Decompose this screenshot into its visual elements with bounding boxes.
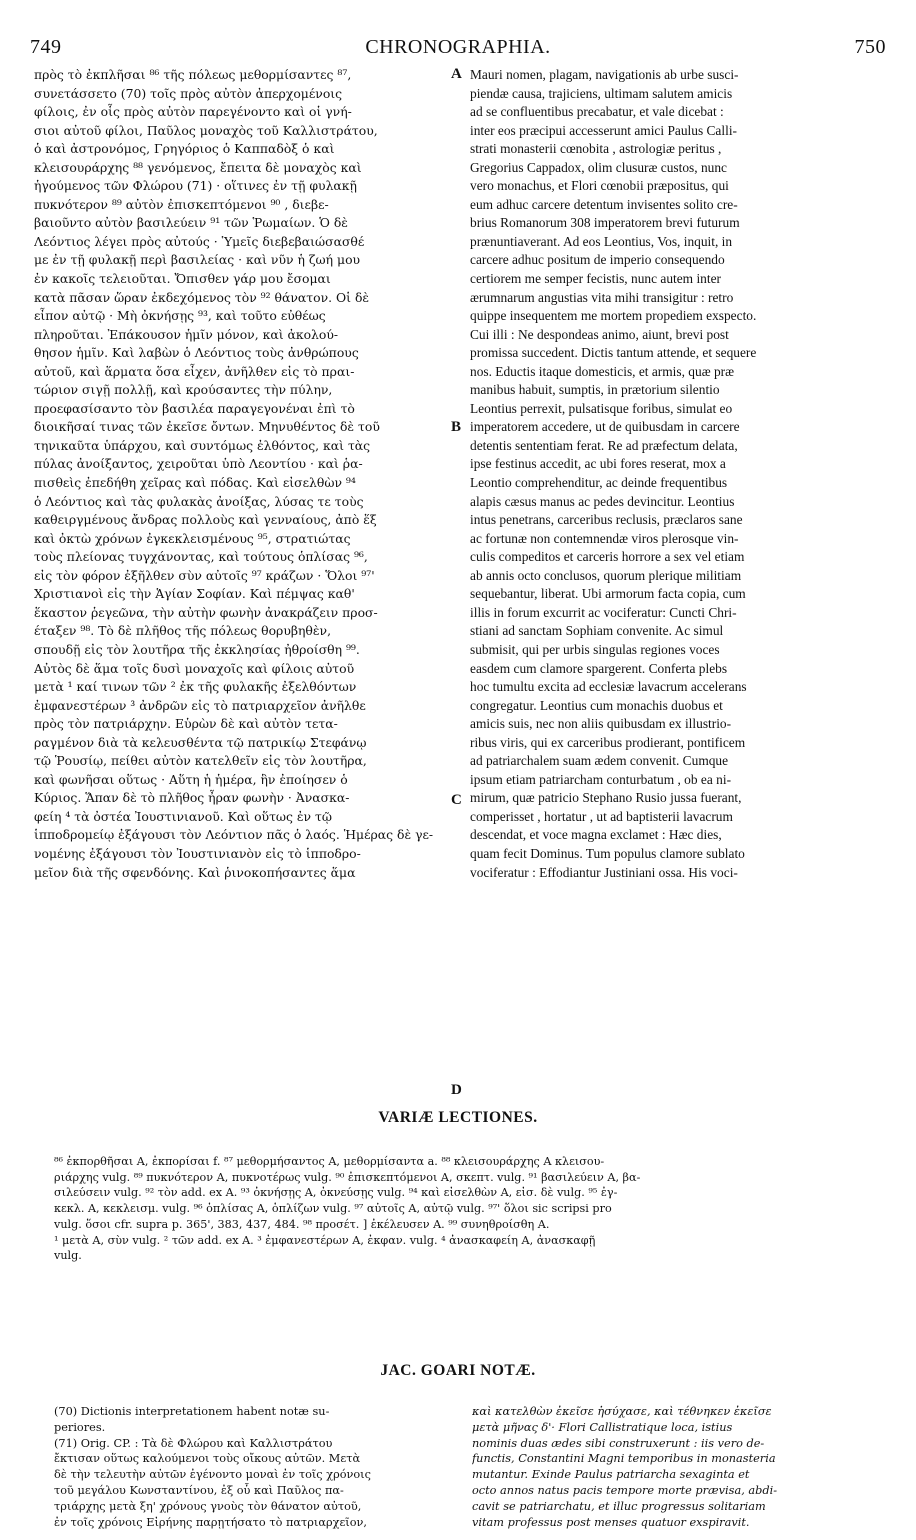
variae-lectiones-block bbox=[54, 1154, 884, 1264]
variant-reading-line: ¹ μετὰ A, σὺν vulg. ² τῶν add. ex A. ³ ἐμφανεστέρων A, ἐκφαν. vulg. ⁴ ἀνασκαφείη A, ἀνασκαφῇ bbox=[54, 1233, 596, 1247]
latin-text-line: ipsum etiam patriarcham conturbatum , ob ea ni- bbox=[470, 771, 732, 787]
greek-text-line: ὁ Λεόντιος καὶ τὰς φυλακὰς ἀνοίξας, λύσας τε τοὺς bbox=[34, 493, 364, 509]
latin-text-line: ad patriarchalem suam ædem convenit. Cumque bbox=[470, 753, 729, 769]
greek-text-line: έταξεν ⁹⁸. Τὸ δὲ πλῆθος τῆς πόλεως θορυβηθὲν, bbox=[34, 623, 332, 639]
notae-left-column bbox=[54, 1404, 458, 1530]
latin-text-line: nos. Eductis itaque domesticis, et armis, quæ præ bbox=[470, 363, 735, 379]
latin-text-line: piendæ causa, trajiciens, ultimam salutem amicis bbox=[470, 85, 733, 101]
variant-reading-line: σιλεύσειν vulg. ⁹² τὸν add. ex A. ⁹³ ὀκνήσῃς A, ὀκνεύσῃς vulg. ⁹⁴ καὶ εἰσελθὼν A, εἰσ. δὲ vulg. ⁹⁵ ἐγ- bbox=[54, 1186, 618, 1200]
greek-text-line: καὶ φωνῆσαι οὕτως · Αὕτη ἡ ἡμέρα, ἣν ἐποίησεν ὁ bbox=[34, 771, 348, 787]
greek-text-line: τηνικαῦτα ὑπάρχου, καὶ συντόμως ἐλθόντος, καὶ τὰς bbox=[34, 437, 371, 453]
note-line: functis, Constantini Magni temporibus in monasteria bbox=[472, 1452, 776, 1466]
latin-text-line: ærumnarum angustias vita mihi transigitur : retro bbox=[470, 289, 734, 305]
latin-text-line: brius Romanorum 308 imperatorem brevi futurum bbox=[470, 215, 740, 231]
greek-text-line: πρὸς τὸν πατριάρχην. Εὑρὼν δὲ καὶ αὐτὸν τετα- bbox=[34, 716, 338, 732]
greek-text-line: πισθεὶς ἐπεδήθη χεῖρας καὶ πόδας. Καὶ εἰσελθὼν ⁹⁴ bbox=[34, 475, 356, 491]
latin-text-line: quippe insequentem me mortem propediem exspecto. bbox=[470, 308, 757, 324]
note-line: καὶ κατελθὼν ἐκεῖσε ἡσύχασε, καὶ τέθνηκεν ἐκεῖσε bbox=[472, 1405, 772, 1418]
page-number-left: 749 bbox=[30, 36, 62, 58]
latin-text-line: ab annis octo conclusos, quorum plerique militiam bbox=[470, 567, 742, 583]
latin-text-line: eum adhuc carcere detentum invisentes solito cre- bbox=[470, 196, 738, 212]
latin-text-line: vociferatur : Effodiantur Justiniani ossa. His voci- bbox=[470, 864, 738, 880]
greek-text-line: ἡγούμενος τῶν Φλώρου (71) · οἵτινες ἐν τῇ φυλακῇ bbox=[34, 178, 357, 194]
note-line: τοῦ μεγάλου Κωνσταντίνου, ἐξ οὗ καὶ Παῦλος πα- bbox=[54, 1483, 344, 1497]
greek-text-line: εἶπον αὐτῷ · Μὴ ὀκνήσῃς ⁹³, καὶ τοῦτο εὐθέως bbox=[34, 308, 326, 324]
note-line: nominis duas ædes sibi construxerunt : iis vero de- bbox=[472, 1436, 765, 1450]
note-line: octo annos natus pacis tempore morte prævisa, abdi- bbox=[472, 1483, 778, 1497]
latin-text-line: amicis suis, nec non aliis quibusdam ex illustrio- bbox=[470, 716, 732, 732]
latin-text-line: detentis sententiam ferat. Re ad præfectum delata, bbox=[470, 437, 738, 453]
latin-text-line: ad se confluentibus precabatur, et vale dicebat : bbox=[470, 104, 724, 120]
latin-text-line: strati monasterii cœnobita , astrologiæ peritus , bbox=[470, 141, 722, 157]
greek-text-line: με ἐν τῇ φυλακῇ περὶ βασιλείας · καὶ νῦν ἡ ζωή μου bbox=[34, 252, 361, 268]
greek-text-line: αὐτοῦ, καὶ ἅρματα ὅσα εἶχεν, ἀνῆλθεν εἰς τὸ πραι- bbox=[34, 363, 355, 379]
notae-right-column bbox=[472, 1404, 884, 1530]
greek-text-line: καὶ ὀκτὼ χρόνων ἐγκεκλεισμένους ⁹⁵, στρατιώτας bbox=[34, 530, 351, 546]
latin-text-line: quam fecit Dominus. Tum populus clamore sublato bbox=[470, 845, 745, 861]
note-line: cavit se patriarchatu, et illuc progressus solitariam bbox=[472, 1499, 766, 1513]
latin-text-line: manibus habuit, sumptis, in prætorium silentio bbox=[470, 382, 720, 398]
greek-text-line: κλεισουράρχης ⁸⁸ γενόμενος, ἔπειτα δὲ μοναχὸς καὶ bbox=[34, 159, 362, 175]
greek-text-line: βαιοῦντο αὐτὸν βασιλεύειν ⁹¹ τῶν Ῥωμαίων. Ὁ δὲ bbox=[34, 215, 348, 231]
note-line: ἔκτισαν οὕτως καλούμενοι τοὺς οἴκους αὐτῶν. Μετὰ bbox=[54, 1452, 361, 1466]
running-title: CHRONOGRAPHIA. bbox=[365, 36, 551, 58]
greek-text-line: ραγμένον διὰ τὰ κελευσθέντα τῷ πατρικίῳ Στεφάνῳ bbox=[34, 734, 367, 750]
latin-text-column bbox=[470, 66, 882, 882]
latin-text-line: ribus viris, qui ex carceribus prodierant, pontificem bbox=[470, 734, 746, 750]
latin-text-line: ipse festinus accedit, ac ubi fores reserat, mox a bbox=[470, 456, 726, 472]
variant-reading-line: ⁸⁶ ἐκπορθῆσαι A, ἐκπορίσαι f. ⁸⁷ μεθορμήσαντος A, μεθορμίσαντα a. ⁸⁸ κλεισουράρχης A κλεισου- bbox=[54, 1155, 605, 1168]
greek-text-line: νομένης ἐξάγουσι τὸν Ἰουστινιανὸν εἰς τὸ ἱπποδρο- bbox=[34, 845, 361, 861]
greek-text-line: ἱπποδρομείῳ ἐξάγουσι τὸν Λεόντιον πᾶς ὁ λαός. Ἡμέρας δὲ γε- bbox=[34, 827, 434, 843]
latin-text-line: alapis cæsus manus ac pedes devincitur. Leontius bbox=[470, 493, 735, 509]
note-line: (70) Dictionis interpretationem habent notæ su- bbox=[54, 1405, 330, 1418]
note-line: vitam professus post menses quatuor exspiravit. bbox=[472, 1515, 750, 1529]
latin-text-line: Cui illi : Ne despondeas animo, aiunt, brevi post bbox=[470, 326, 729, 342]
latin-text-line: culis compeditos et carceris horrore a sex vel etiam bbox=[470, 549, 745, 565]
greek-text-line: πληροῦται. Ἐπάκουσον ἡμῖν μόνον, καὶ ἀκολού- bbox=[34, 326, 339, 342]
greek-text-line: ὁ καὶ ἀστρονόμος, Γρηγόριος ὁ Καππαδὸξ ὁ καὶ bbox=[34, 141, 335, 157]
greek-text-line: Κύριος. Ἅπαν δὲ τὸ πλῆθος ἦραν φωνὴν · Ἀνασκα- bbox=[34, 790, 350, 806]
latin-text-line: Leontio comprehenditur, ac deinde frequentibus bbox=[470, 475, 728, 491]
greek-text-line: διοικῆσαί τινας τῶν ἐκεῖσε ὄντων. Μηνυθέντος δὲ τοῦ bbox=[34, 419, 380, 435]
notae-title: JAC. GOARI NOTÆ. bbox=[380, 1362, 536, 1379]
page-number-right: 750 bbox=[854, 36, 886, 58]
note-line: τριάρχης μετὰ ξη' χρόνους γνοὺς τὸν θάνατον αὐτοῦ, bbox=[54, 1499, 362, 1513]
latin-text-line: descendat, et voce magna exclamet : Hæc dies, bbox=[470, 827, 722, 843]
latin-text-line: inter eos præcipui accesserunt amici Paulus Calli- bbox=[470, 122, 737, 138]
greek-text-line: Αὐτὸς δὲ ἅμα τοῖς δυσὶ μοναχοῖς καὶ φίλοις αὐτοῦ bbox=[34, 660, 355, 676]
latin-text-line: Mauri nomen, plagam, navigationis ab urbe susci- bbox=[470, 67, 739, 82]
latin-text-line: sequebantur, liberat. Ubi armorum facta copia, cum bbox=[470, 586, 746, 602]
note-line: ἐν τοῖς χρόνοις Εἰρήνης παρῃτήσατο τὸ πατριαρχεῖον, bbox=[54, 1515, 367, 1529]
greek-text-line: κατὰ πᾶσαν ὥραν ἐκδεχόμενος τὸν ⁹² θάνατον. Οἱ δὲ bbox=[34, 289, 370, 305]
variant-reading-line: vulg. ὅσοι cfr. supra p. 365', 383, 437, 484. ⁹⁸ προσέτ. ] ἐκέλευσεν A. ⁹⁹ συνηθροίσθη A. bbox=[54, 1217, 550, 1231]
latin-text-line: intus penetrans, carceribus reclusis, præclaros sane bbox=[470, 512, 743, 528]
note-line: δὲ τὴν τελευτὴν αὐτῶν ἐγένοντο μοναὶ ἐν τοῖς χρόνοις bbox=[54, 1468, 371, 1482]
latin-text-line: prænuntiaverant. Ad eos Leontius, Vos, inquit, in bbox=[470, 233, 733, 249]
latin-text-line: Leontius perrexit, pulsatisque foribus, simulat eo bbox=[470, 400, 733, 416]
latin-text-line: mirum, quæ patricio Stephano Rusio jussa fuerant, bbox=[470, 790, 742, 806]
greek-text-column bbox=[34, 66, 458, 882]
latin-text-line: certiorem me semper fecistis, nunc autem inter bbox=[470, 271, 721, 287]
latin-text-line: comperisset , hortatur , ut ad baptisterii lavacrum bbox=[470, 808, 733, 824]
margin-letter-c: C bbox=[451, 792, 462, 808]
greek-text-line: μετὰ ¹ καί τινων τῶν ² ἐκ τῆς φυλακῆς ἐξελθόντων bbox=[34, 679, 357, 695]
latin-text-line: vero monachus, et Flori cœnobii præpositus, qui bbox=[470, 178, 729, 194]
greek-text-line: τοὺς πλείονας τυγχάνοντας, καὶ τούτους ὁπλίσας ⁹⁶, bbox=[34, 549, 368, 565]
latin-text-line: hoc tumultu excita ad ecclesiæ lavacrum accelerans bbox=[470, 679, 747, 695]
greek-text-line: πύλας ἀνοίξαντος, χειροῦται ὑπὸ Λεοντίου · καὶ ῥα- bbox=[34, 456, 363, 472]
greek-text-line: ἐμφανεστέρων ³ ἀνδρῶν εἰς τὸ πατριαρχεῖον ἀνῆλθε bbox=[34, 697, 366, 713]
greek-text-line: Χριστιανοὶ εἰς τὴν Ἁγίαν Σοφίαν. Καὶ πέμψας καθ' bbox=[34, 586, 355, 602]
latin-text-line: submisit, qui per urbis singulas regiones voces bbox=[470, 641, 720, 657]
greek-text-line: σπουδῇ εἰς τὸν λουτῆρα τῆς ἐκκλησίας ἠθροίσθη ⁹⁹. bbox=[34, 641, 360, 657]
margin-letter-d: D bbox=[451, 1082, 462, 1098]
latin-text-line: congregatur. Leontius cum monachis duobus et bbox=[470, 697, 723, 713]
greek-text-line: εἰς τὸν φόρον ἐξῆλθεν σὺν αὐτοῖς ⁹⁷ κράζων · Ὅλοι ⁹⁷' bbox=[34, 567, 375, 583]
greek-text-line: ἐν κακοῖς τελειοῦται. Ὄπισθεν γάρ μου ἔσομαι bbox=[34, 271, 331, 287]
latin-text-line: illis in forum excurrit ac vociferatur: Cuncti Chri- bbox=[470, 604, 737, 620]
latin-text-line: stiani ad sanctam Sophiam convenite. Ac simul bbox=[470, 623, 724, 639]
greek-text-line: σιοι αὐτοῦ φίλοι, Παῦλος μοναχὸς τοῦ Καλλιστράτου, bbox=[34, 122, 378, 138]
greek-text-line: μεῖον διὰ τῆς σφενδόνης. Καὶ ῥινοκοπήσαντες ἅμα bbox=[34, 864, 356, 880]
variant-reading-line: ριάρχης vulg. ⁸⁹ πυκνότερον A, πυκνοτέρως vulg. ⁹⁰ ἐπισκεπτόμενοι A, σκεπτ. vulg. ⁹¹ βασιλεύειν A, βα- bbox=[54, 1170, 641, 1184]
greek-text-line: προεφασίσαντο τὸν βασιλέα παραγεγονέναι ἐπὶ τὸ bbox=[34, 400, 355, 416]
greek-text-line: συνετάσσετο (70) τοῖς πρὸς αὐτὸν ἀπερχομένοις bbox=[34, 85, 343, 101]
latin-text-line: easdem cum clamore spargerent. Conferta plebs bbox=[470, 660, 728, 676]
latin-text-line: Gregorius Cappadox, olim clusuræ custos, nunc bbox=[470, 159, 727, 175]
note-line: periores. bbox=[54, 1420, 106, 1434]
greek-text-line: τώριον σιγῇ πολλῇ, καὶ κρούσαντες τὴν πύλην, bbox=[34, 382, 333, 398]
latin-text-line: ac fortunæ non contemnendæ viros plerosque vin- bbox=[470, 530, 739, 546]
page-header bbox=[30, 36, 886, 60]
greek-text-line: θησον ἡμῖν. Καὶ λαβὼν ὁ Λεόντιος τοὺς ἀνθρώπους bbox=[34, 345, 359, 361]
note-line: (71) Orig. CP. : Τὰ δὲ Φλώρου καὶ Καλλιστράτου bbox=[54, 1436, 333, 1450]
greek-text-line: πρὸς τὸ ἐκπλῆσαι ⁸⁶ τῆς πόλεως μεθορμίσαντες ⁸⁷, bbox=[34, 67, 352, 82]
greek-text-line: φίλοις, ἐν οἷς πρὸς αὐτὸν παρεγένοντο καὶ οἱ γνή- bbox=[34, 104, 352, 120]
greek-text-line: Λεόντιος λέγει πρὸς αὐτούς · Ὑμεῖς διεβεβαιώσασθέ bbox=[34, 233, 365, 249]
latin-text-line: promissa succedent. Dictis tantum attende, et sequere bbox=[470, 345, 757, 361]
greek-text-line: ἕκαστον ῥεγεῶνα, τὴν αὐτὴν φωνὴν ἀνακράζειν προσ- bbox=[34, 604, 378, 620]
note-line: μετὰ μῆνας δ'· Flori Callistratique loca, istius bbox=[472, 1420, 733, 1434]
variant-reading-line: vulg. bbox=[54, 1249, 82, 1263]
margin-letter-a: A bbox=[451, 66, 462, 82]
greek-text-line: τῷ Ῥουσίῳ, πείθει αὐτὸν κατελθεῖν εἰς τὸν λουτῆρα, bbox=[34, 753, 367, 769]
margin-letter-b: B bbox=[451, 419, 462, 435]
latin-text-line: carcere adhuc positum de imperio consequendo bbox=[470, 252, 725, 268]
note-line: mutantur. Exinde Paulus patriarcha sexaginta et bbox=[472, 1468, 750, 1482]
variant-reading-line: κεκλ. A, κεκλεισμ. vulg. ⁹⁶ ὁπλίσας A, ὁπλίζων vulg. ⁹⁷ αὐτοῖς A, αὐτῷ vulg. ⁹⁷' ὅλοι sic scripsi pro bbox=[54, 1202, 612, 1216]
greek-text-line: καθειργμένους ἄνδρας πολλοὺς καὶ γενναίους, ἀπὸ ἕξ bbox=[34, 512, 377, 528]
greek-text-line: φείη ⁴ τὰ ὀστέα Ἰουστινιανοῦ. Καὶ οὕτως ἐν τῷ bbox=[34, 808, 332, 824]
variae-lectiones-title: VARIÆ LECTIONES. bbox=[378, 1109, 538, 1126]
greek-text-line: πυκνότερον ⁸⁹ αὐτὸν ἐπισκεπτόμενοι ⁹⁰ , διεβε- bbox=[34, 196, 329, 212]
latin-text-line: imperatorem accedere, ut de quibusdam in carcere bbox=[470, 419, 740, 435]
